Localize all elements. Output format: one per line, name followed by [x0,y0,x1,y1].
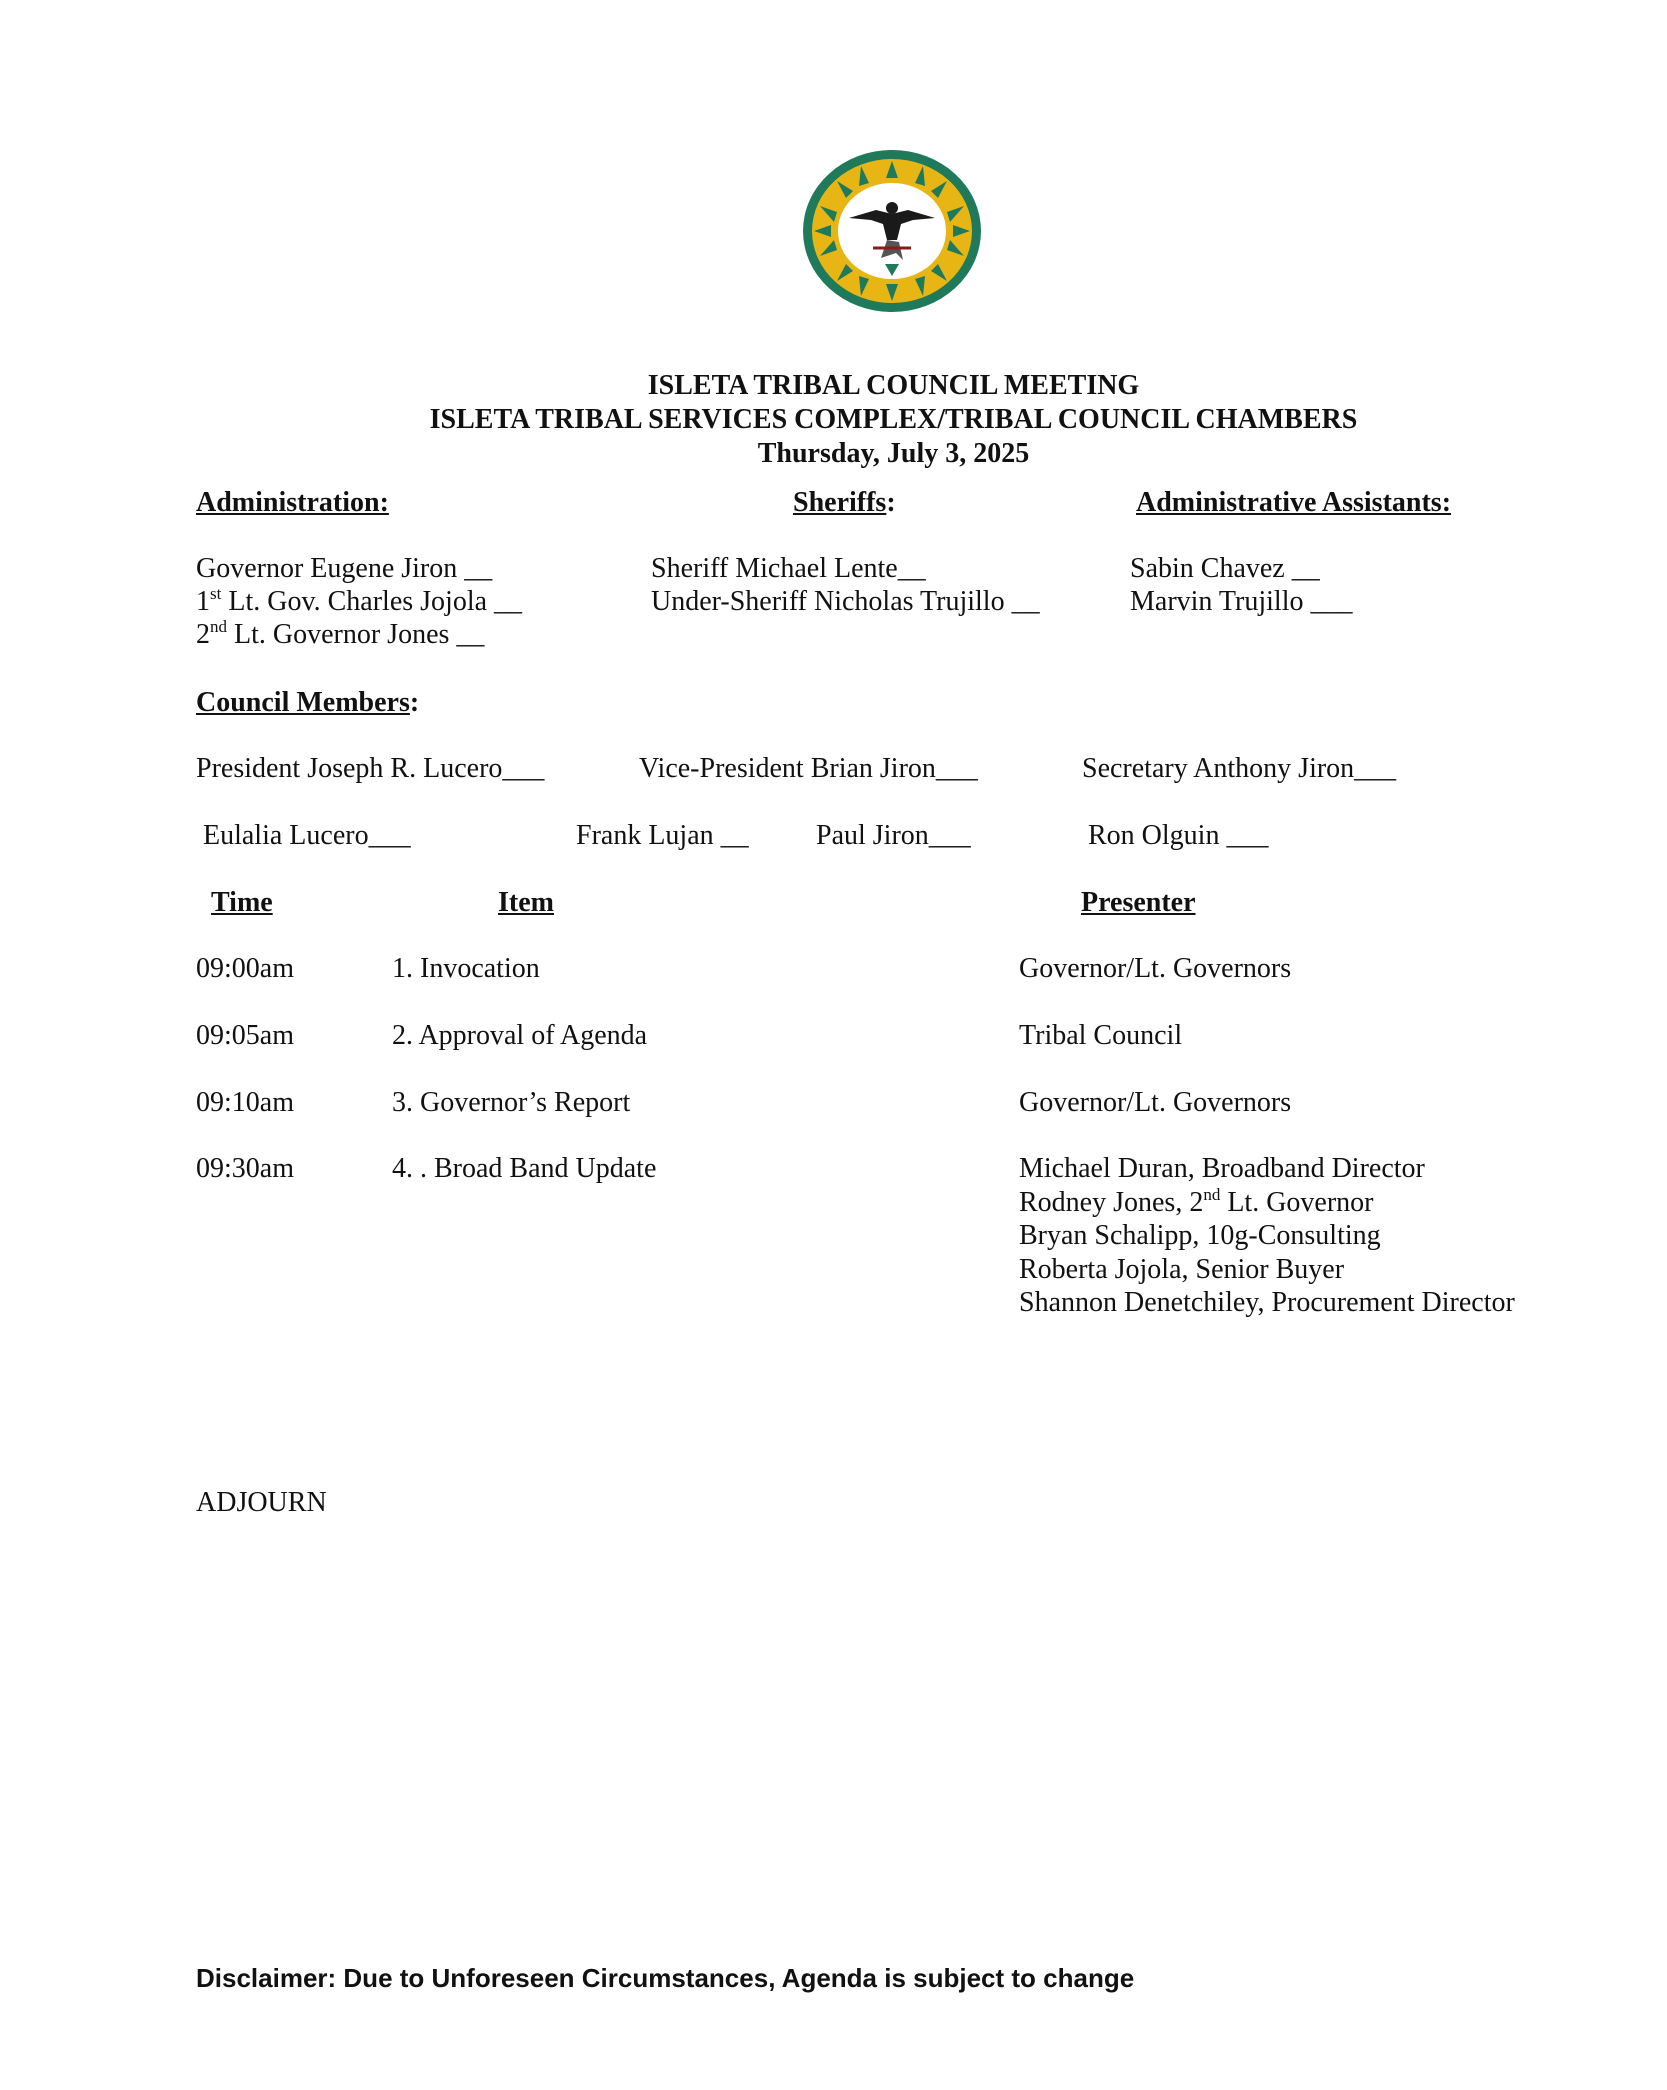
disclaimer: Disclaimer: Due to Unforeseen Circumstances, Agenda is subject to change [196,1963,1135,1993]
admin-member-text: 2 [196,619,210,650]
sheriff-member: Under-Sheriff Nicholas Trujillo __ [651,586,1040,617]
meeting-title: ISLETA TRIBAL COUNCIL MEETING [647,370,1140,401]
meeting-date: Thursday, July 3, 2025 [757,438,1030,469]
council-member: Secretary Anthony Jiron___ [1082,753,1397,784]
agenda-item-header: Item [498,887,554,918]
agenda-time: 09:00am [196,953,294,984]
agenda-time: 09:05am [196,1020,294,1051]
admin-member [196,619,484,651]
assistant-member: Marvin Trujillo ___ [1130,586,1353,617]
agenda-presenter: Tribal Council [1019,1020,1183,1051]
council-heading-wrap [196,687,419,719]
agenda-item: 4. . Broad Band Update [392,1153,657,1184]
council-members-heading: Council Members [196,687,410,718]
council-heading-colon: : [409,687,420,718]
administration-heading: Administration: [196,487,389,518]
council-member: Eulalia Lucero___ [203,820,411,851]
agenda-presenter: Michael Duran, Broadband Director [1019,1153,1425,1184]
agenda-presenter: Bryan Schalipp, 10g-Consulting [1019,1220,1381,1251]
isleta-seal-icon [801,148,983,314]
council-member: Vice-President Brian Jiron___ [639,753,978,784]
agenda-item: 3. Governor’s Report [392,1087,631,1118]
agenda-presenter: Shannon Denetchiley, Procurement Director [1019,1287,1515,1318]
admin-member-ordinal: nd [210,617,227,636]
sheriffs-heading: Sheriffs [793,487,887,518]
admin-member [196,586,522,618]
agenda-time: 09:10am [196,1087,294,1118]
council-member: Frank Lujan __ [576,820,749,851]
agenda-time: 09:30am [196,1153,294,1184]
meeting-location: ISLETA TRIBAL SERVICES COMPLEX/TRIBAL COUNCIL CHAMBERS [429,404,1358,435]
agenda-presenter: Governor/Lt. Governors [1019,953,1292,984]
assistant-member: Sabin Chavez __ [1130,553,1320,584]
admin-member-text: Lt. Governor Jones __ [227,619,485,650]
presenter-text: Rodney Jones, 2 [1019,1186,1204,1218]
agenda-time-header: Time [211,887,273,918]
admin-member-text: 1 [196,586,210,617]
admin-member [196,553,492,585]
administrative-assistants-heading: Administrative Assistants: [1136,487,1452,518]
presenter-text: Lt. Governor [1220,1186,1374,1218]
sheriff-member: Sheriff Michael Lente__ [651,553,926,584]
sheriffs-heading-wrap [793,487,896,519]
adjourn-label: ADJOURN [196,1487,327,1518]
sheriffs-heading-colon: : [886,487,896,518]
council-member: Ron Olguin ___ [1088,820,1269,851]
admin-member-text: Governor Eugene Jiron __ [196,553,493,584]
council-member: President Joseph R. Lucero___ [196,753,545,784]
admin-member-text: Lt. Gov. Charles Jojola __ [221,586,523,617]
agenda-presenter [1019,1184,1515,1221]
council-member: Paul Jiron___ [816,820,971,851]
agenda-item: 1. Invocation [392,953,540,984]
agenda-presenter-list [1019,1153,1515,1321]
agenda-item: 2. Approval of Agenda [392,1020,648,1051]
admin-member-ordinal: st [210,584,222,603]
presenter-ordinal: nd [1203,1184,1221,1204]
agenda-presenter-header: Presenter [1081,887,1196,918]
agenda-presenter: Roberta Jojola, Senior Buyer [1019,1253,1345,1285]
agenda-presenter: Governor/Lt. Governors [1019,1087,1292,1118]
